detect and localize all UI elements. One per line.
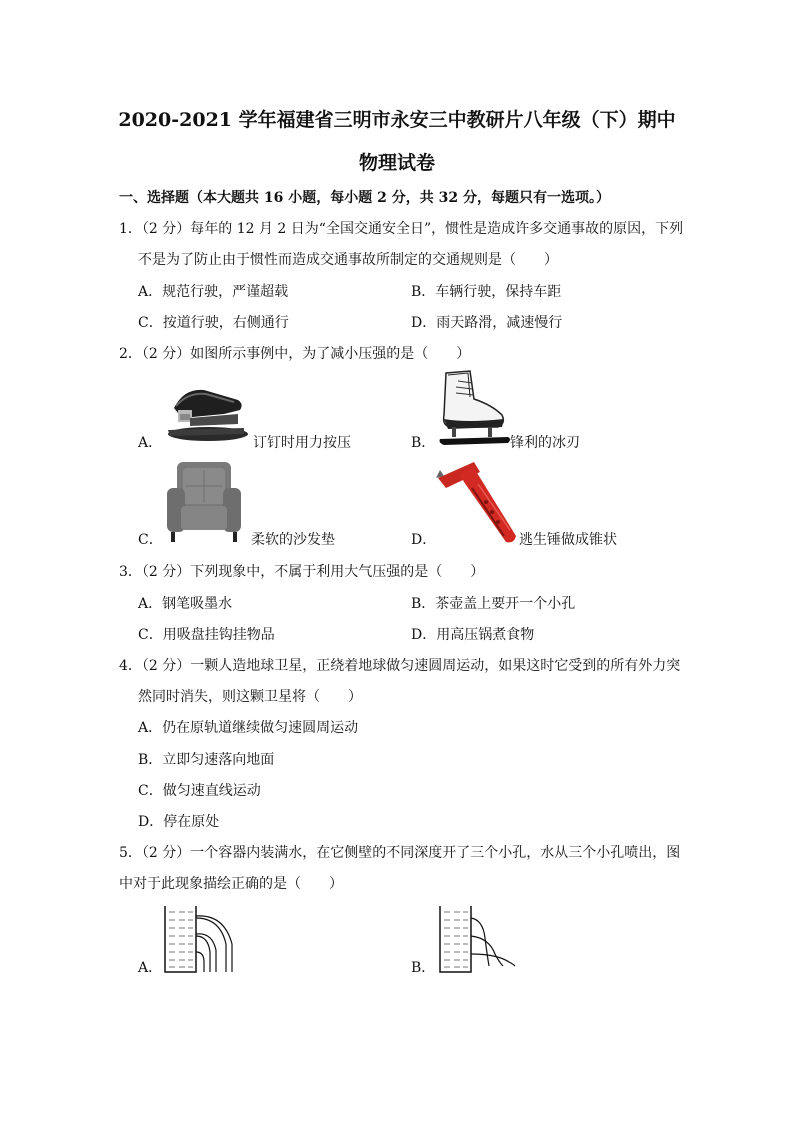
q2-option-d-letter: D． [411, 532, 437, 548]
question-3-line1: 3．（2 分）下列现象中，不属于利用大气压强的是（ ） [119, 564, 485, 580]
question-4-line1: 4．（2 分）一颗人造地球卫星，正绕着地球做匀速圆周运动，如果这时它受到的所有外力突 [119, 658, 681, 674]
exam-title-line1: 2020-2021 学年福建省三明市永安三中教研片八年级（下）期中 [118, 109, 676, 131]
q2-option-c-letter: C． [138, 532, 163, 548]
q5-option-b-letter: B． [411, 960, 436, 976]
q2-option-b-caption: 锋利的冰刃 [510, 435, 580, 451]
question-4-line2: 然同时消失，则这颗卫星将（ ） [138, 689, 362, 705]
question-5-line1: 5．（2 分）一个容器内装满水，在它侧壁的不同深度开了三个小孔，水从三个小孔喷出，图 [119, 845, 681, 861]
stapler-icon [164, 378, 248, 444]
q2-option-a-letter: A． [138, 435, 163, 451]
q4-option-b: B．立即匀速落向地面 [138, 752, 275, 768]
q2-option-c-caption: 柔软的沙发垫 [251, 532, 335, 548]
q4-option-d: D．停在原处 [138, 814, 220, 830]
q3-option-c: C．用吸盘挂钩挂物品 [138, 627, 275, 643]
q1-option-a: A．规范行驶，严谨超载 [138, 284, 289, 300]
q4-option-a: A．仍在原轨道继续做匀速圆周运动 [138, 720, 359, 736]
q4-option-c: C．做匀速直线运动 [138, 783, 261, 799]
water-container-b-icon [437, 904, 517, 974]
escape-hammer-icon [434, 458, 520, 548]
q1-option-b: B．车辆行驶，保持车距 [411, 284, 562, 300]
question-1-line1: 1．（2 分）每年的 12 月 2 日为“全国交通安全日”，惯性是造成许多交通事故的原因，下列 [119, 221, 684, 237]
q3-option-a: A．钢笔吸墨水 [138, 596, 233, 612]
exam-title-line2: 物理试卷 [358, 152, 435, 174]
water-container-a-icon [162, 904, 242, 974]
q3-option-d: D．用高压锅煮食物 [411, 627, 535, 643]
section-heading: 一、选择题（本大题共 16 小题，每小题 2 分，共 32 分，每题只有一选项。） [119, 190, 610, 206]
q2-option-d-caption: 逃生锤做成锥状 [519, 532, 617, 548]
sofa-icon [165, 460, 243, 544]
question-1-line2: 不是为了防止由于惯性而造成交通事故所制定的交通规则是（ ） [138, 252, 558, 268]
q5-option-a-letter: A． [138, 960, 163, 976]
question-5-line2: 中对于此现象描绘正确的是（ ） [119, 876, 343, 892]
q2-option-b-letter: B． [411, 435, 436, 451]
q2-option-a-caption: 订钉时用力按压 [253, 435, 351, 451]
q1-option-d: D．雨天路滑，减速慢行 [411, 315, 563, 331]
q3-option-b: B．茶壶盖上要开一个小孔 [411, 596, 576, 612]
question-2-line1: 2．（2 分）如图所示事例中，为了减小压强的是（ ） [119, 346, 471, 362]
q1-option-c: C．按道行驶，右侧通行 [138, 315, 289, 331]
ice-skate-icon [436, 369, 512, 451]
